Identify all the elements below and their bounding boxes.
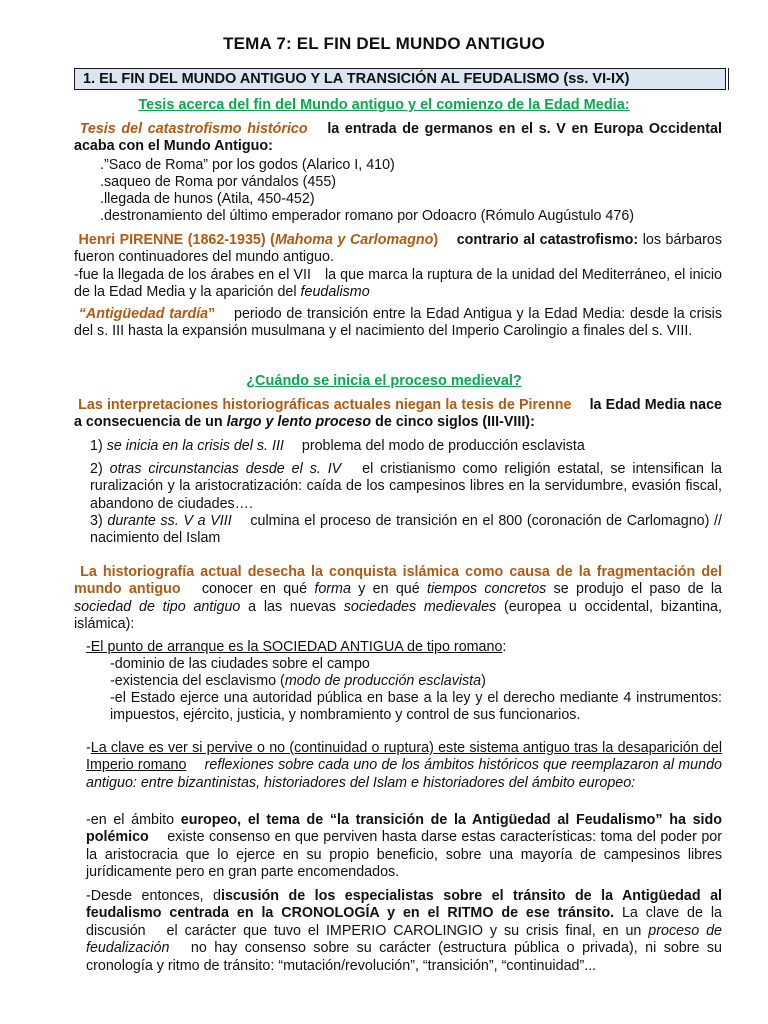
list-item: .llegada de hunos (Atila, 450-452)	[100, 191, 315, 207]
point-1: 1) se inicia en la crisis del s. III problema del modo de producción esclavista	[90, 438, 585, 454]
point-3: 3) durante ss. V a VIII culmina el proceso de transición en el 800 (coronación de Carlomagno) // nacimiento del Islam	[90, 513, 722, 547]
subheading-proceso-medieval: ¿Cuándo se inicia el proceso medieval?	[246, 373, 522, 389]
historiografia-heading: La historiografía actual desecha la conquista islámica como causa de la fragmentación del mundo antiguo	[74, 564, 722, 598]
tardia-heading: “Antigüedad tardía	[78, 306, 209, 322]
pirenne-text: los bárbaros fueron continuadores del mundo antiguo.	[74, 232, 722, 266]
list-item: -el Estado ejerce una autoridad pública en base a la ley y el derecho mediante 4 instrumentos: impuestos, ejército, justicia, y nombramiento y control de sus funcionarios.	[110, 690, 722, 724]
feudalismo-term: feudalismo	[300, 284, 370, 301]
tardia-text: periodo de transición entre la Edad Antigua y la Edad Media: desde la crisis del s. III hasta la expansión musulmana y el nacimiento del Imperio Carolingio a finales del s. VIII.	[74, 306, 722, 340]
list-item: .saqueo de Roma por vándalos (455)	[100, 174, 337, 190]
pirenne-work: Mahoma y Carlomagno	[274, 232, 434, 248]
paragraph-desde-entonces: -Desde entonces, discusión de los especialistas sobre el tránsito de la Antigüedad al feudalismo centrada en la CRONOLOGÍA y en el RITMO de ese tránsito. La clave de la discusión el carácter que tuvo el IMPERIO CAROLINGIO y su crisis final, en un proceso de feudalización no hay consenso sobre su carácter (estructura pública o privada), ni sobre su cronología y ritmo de tránsito: “mutación/revolución”, “transición”, “continuidad”...	[86, 888, 722, 974]
paragraph-interpretaciones: Las interpretaciones historiográficas actuales niegan la tesis de Pirenne la Edad Media nace a consecuencia de un largo y lento proceso de cinco siglos (III-VIII):	[74, 397, 722, 431]
paragraph-catastrofismo	[74, 121, 722, 156]
section-bar-edge	[728, 68, 729, 90]
section-heading-bar: 1. EL FIN DEL MUNDO ANTIGUO Y LA TRANSICIÓN AL FEUDALISMO (ss. VI-IX)	[74, 68, 726, 90]
paragraph-historiografia: La historiografía actual desecha la conquista islámica como causa de la fragmentación del mundo antiguo conocer en qué forma y en qué tiempos concretos se produjo el paso de la sociedad de tipo antiguo a las nuevas sociedades medievales (europea u occidental, bizantina, islámica):	[74, 564, 723, 633]
catastrofismo-text: la entrada de germanos en el s. V en Europa Occidental acaba con el Mundo Antiguo:	[74, 121, 722, 155]
list-item: .”Saco de Roma” por los godos (Alarico I, 410)	[100, 157, 395, 173]
list-item: -dominio de las ciudades sobre el campo	[110, 656, 370, 672]
paragraph-clave: -La clave es ver si pervive o no (continuidad o ruptura) este sistema antiguo tras la desaparición del Imperio romano reflexiones sobre cada uno de los ámbitos históricos que reemplazaron al mundo antiguo: entre bizantinistas, historiadores del Islam e historiadores del ámbito europeo:	[86, 740, 722, 791]
catastrofismo-heading: Tesis del catastrofismo histórico	[79, 121, 308, 137]
list-item: .destronamiento del último emperador romano por Odoacro (Rómulo Augústulo 476)	[100, 208, 635, 224]
list-item: -existencia del esclavismo (modo de producción esclavista)	[110, 673, 486, 689]
page-title: TEMA 7: EL FIN DEL MUNDO ANTIGUO	[223, 34, 545, 53]
interpretaciones-heading: Las interpretaciones historiográficas actuales niegan la tesis de Pirenne	[78, 397, 572, 413]
paragraph-europeo: -en el ámbito europeo, el tema de “la transición de la Antigüedad al Feudalismo” ha sido polémico existe consenso en que perviven hasta darse estas características: toma del poder por la aristocracia que lo ejerce en su propio beneficio, sobre una mayoría de campesinos libres jurídicamente pero en gran parte encomendados.	[86, 812, 722, 881]
paragraph-antiguedad-tardia: “Antigüedad tardía” periodo de transición entre la Edad Antigua y la Edad Media: desde la crisis del s. III hasta la expansión musulmana y el nacimiento del Imperio Carolingio a finales del s. VIII.	[74, 306, 722, 340]
arranque-heading: -El punto de arranque es la SOCIEDAD ANTIGUA de tipo romano:	[86, 639, 507, 655]
point-2: 2) otras circunstancias desde el s. IV el cristianismo como religión estatal, se intensifican la ruralización y la aristocratización: caída de los campesinos libres en la servidumbre, evasión fiscal, abandono de ciudades….	[90, 461, 722, 512]
paragraph-pirenne: Henri PIRENNE (1862-1935) (Mahoma y Carlomagno) contrario al catastrofismo: los bárbaros fueron continuadores del mundo antiguo. -fue la llegada de los árabes en el VII la que marca la ruptura de la unidad del Mediterráneo, el inicio de la Edad Media y la aparición del feudalismo	[74, 232, 722, 301]
pirenne-heading: contrario al catastrofismo:	[456, 232, 639, 248]
pirenne-name: Henri PIRENNE (1862-1935) (	[78, 232, 275, 248]
subheading-tesis: Tesis acerca del fin del Mundo antiguo y el comienzo de la Edad Media:	[138, 97, 630, 113]
